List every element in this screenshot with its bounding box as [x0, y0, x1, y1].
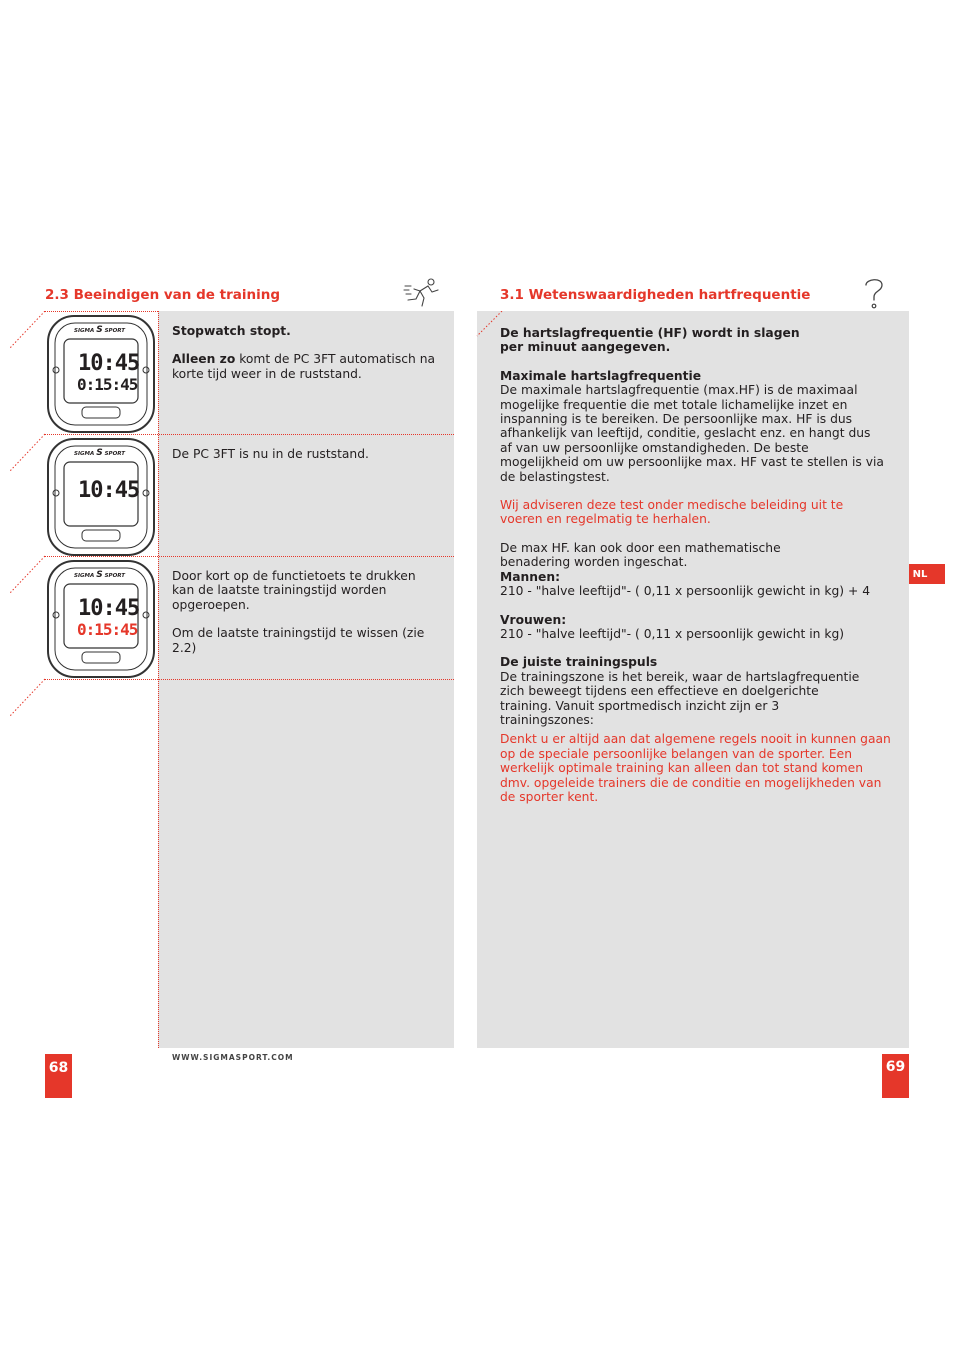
- heading-max-hf: Maximale hartslagfrequentie: [500, 368, 702, 383]
- brand-sport: SPORT: [104, 328, 126, 334]
- row3-text: [172, 569, 432, 655]
- row1-heading: Stopwatch stopt.: [172, 324, 291, 338]
- right-body: [500, 326, 892, 804]
- language-tab: NL: [909, 564, 945, 584]
- row3-p2: Om de laatste trainingstijd te wissen (zie 2.2): [172, 626, 425, 655]
- row2-text: De PC 3FT is nu in de ruststand.: [172, 447, 369, 461]
- heading-men: Mannen:: [500, 569, 561, 584]
- intro-text: De hartslagfrequentie (HF) wordt in slagen per minuut aangegeven.: [500, 326, 800, 355]
- right-section-title: 3.1 Wetenswaardigheden hartfrequentie: [500, 287, 811, 303]
- row3-p1: Door kort op de functietoets te drukken kan de laatste trainingstijd worden opgeroepen.: [172, 569, 416, 612]
- page-number-left: 68: [45, 1054, 72, 1098]
- watch-stopwatch: 0:15:45: [77, 375, 138, 394]
- paragraph-training-pulse: De trainingszone is het bereik, waar de hartslagfrequentie zich beweegt tijdens een effectieve en doelgerichte training. Vanuit sportmedisch inzicht zijn er 3 trainingszones:: [500, 669, 860, 727]
- watch-stopwatch-highlight: 0:15:45: [77, 620, 138, 639]
- page-number-right: 69: [882, 1054, 909, 1098]
- left-section-title: 2.3 Beeindigen van de training: [45, 287, 280, 303]
- brand-logo: S: [96, 325, 103, 335]
- brand-logo: S: [96, 570, 103, 580]
- row1-text: [172, 324, 440, 381]
- warning-text: Denkt u er altijd aan dat algemene regels nooit in kunnen gaan op de speciale persoonlijke belangen van de sporter. Een werkelijk optimale training kan alleen dan tot stand komen dmv. opgeleide trainers die de conditie en mogelijkheden van de sporter kent.: [500, 732, 891, 804]
- heading-training-pulse: De juiste trainingspuls: [500, 655, 658, 670]
- brand-sigma: SIGMA: [74, 328, 95, 334]
- brand-sport: SPORT: [104, 451, 126, 457]
- advice-text: Wij adviseren deze test onder medische beleiding uit te voeren en regelmatig te herhalen.: [500, 498, 844, 527]
- paragraph-max-hf: De maximale hartslagfrequentie (max.HF) is de maximaal mogelijke frequentie die met totale lichamelijke inzet en inspanning is te bereiken. De persoonlijke max. HF is dus afhankelijk van leeftijd, conditie, geslacht enz. en hangt dus af van uw persoonlijke omstandigheden. De beste mogelijkheid om uw persoonlijke max. HF vast te stellen is via de belastingstest.: [500, 383, 884, 484]
- paragraph-math: De max HF. kan ook door een mathematische benadering worden ingeschat.: [500, 540, 781, 570]
- brand-sigma: SIGMA: [74, 451, 95, 457]
- watch-time: 10:45: [78, 596, 140, 621]
- heading-women: Vrouwen:: [500, 612, 567, 627]
- row1-body: komt de PC 3FT automatisch na korte tijd weer in de ruststand.: [172, 352, 436, 381]
- watch-time: 10:45: [78, 351, 140, 376]
- formula-women: 210 - "halve leeftijd"- ( 0,11 x persoonlijk gewicht in kg): [500, 626, 845, 641]
- watch-display-3: [44, 558, 158, 680]
- runner-icon: [402, 276, 442, 308]
- brand-sport: SPORT: [104, 573, 126, 579]
- watch-display-2: [44, 436, 158, 558]
- watch-display-1: [44, 313, 158, 435]
- website-footer: WWW.SIGMASPORT.COM: [172, 1053, 294, 1062]
- formula-men: 210 - "halve leeftijd"- ( 0,11 x persoonlijk gewicht in kg) + 4: [500, 584, 871, 599]
- row1-bold: Alleen zo: [172, 352, 236, 367]
- brand-logo: S: [96, 448, 103, 458]
- brand-sigma: SIGMA: [74, 573, 95, 579]
- question-mark-icon: [862, 276, 886, 310]
- watch-time: 10:45: [78, 478, 140, 503]
